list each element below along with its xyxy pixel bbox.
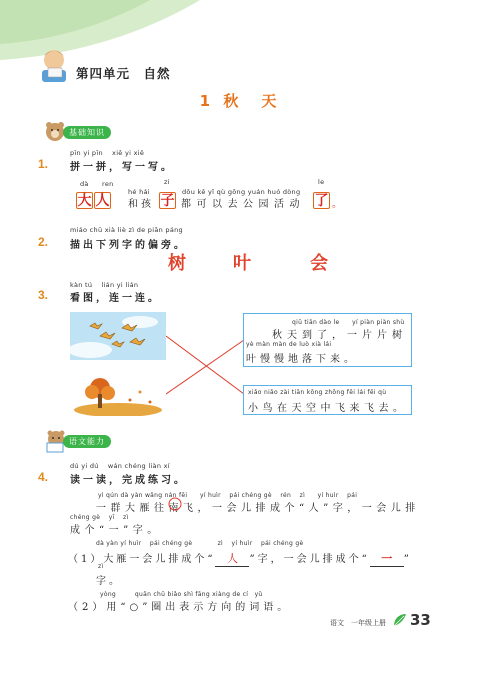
passage-pinyin-2: chéng gè yī zì — [70, 514, 129, 521]
card2-pinyin: xiǎo niǎo zài tiān kōng zhōng fēi lái fēi qù — [248, 389, 387, 396]
q4-title: 读一读，完成练习。 — [70, 475, 187, 486]
q1-pinyin-le: le — [318, 178, 325, 186]
passage-line-1: 一群大雁往南飞，一会儿排成个“人”字，一会儿排 — [96, 503, 420, 514]
card1-text-2: 叶慢慢地落下来。 — [246, 354, 358, 365]
q1-pinyin-ren: ren — [102, 180, 114, 188]
q1-pinyin: pīn yi pīn xiě yi xiě — [70, 149, 145, 157]
q1-char-3: 子 — [160, 193, 175, 209]
unit-title: 第四单元 自然 — [76, 66, 171, 81]
sub1-answer-1: 人 — [215, 550, 249, 567]
q1-char-1: 大 — [77, 193, 92, 209]
sub1-text-b: ”字，一会儿排成个“ — [249, 554, 370, 565]
connect-lines — [166, 330, 246, 400]
q1-box-2 — [94, 192, 111, 209]
sub1-pinyin: dà yàn yí huìr pái chéng gè zì yí huìr pái chéng gè — [96, 540, 304, 547]
q4-pinyin: dú yi dú wán chéng liàn xí — [70, 462, 170, 470]
leaf-icon — [392, 612, 408, 628]
sub1-answer-2: 一 — [370, 550, 404, 567]
q1-pinyin-line: dōu kě yǐ qù gōng yuán huó dòng — [182, 188, 301, 196]
q1-text-body: 都可以去公园活动 — [181, 199, 305, 210]
sentence-card-1 — [243, 313, 412, 367]
q1-char-2: 人 — [95, 193, 110, 209]
card1-text-1: 秋天到了，一片片树 — [272, 330, 407, 341]
section-badge-ability: 语文能力 — [63, 435, 111, 448]
q1-period: 。 — [332, 199, 345, 210]
sub2-line: （2）用“○”圈出表示方向的词语。 — [68, 602, 292, 613]
sentence-card-2 — [243, 385, 412, 415]
sub1-text-a: （1）大雁一会儿排成个“ — [68, 554, 216, 565]
q1-box-4 — [313, 192, 330, 209]
q1-box-1 — [76, 192, 93, 209]
q1-pinyin-zi: zi — [164, 178, 170, 186]
q1-box-3 — [159, 192, 176, 209]
lesson-title: 1 秋 天 — [199, 92, 281, 110]
q2-title: 描出下列字的偏旁。 — [70, 240, 187, 251]
q1-char-4: 了 — [314, 193, 329, 209]
footer-subject: 语文 一年级上册 — [330, 619, 386, 627]
card1-pinyin-1: qiū tiān dào le yí piàn piàn shù — [292, 319, 405, 326]
q1-pinyin-da: dà — [80, 180, 89, 188]
q1-text-hehai: 和孩 — [128, 199, 154, 210]
sub1-text-c: ” — [403, 554, 412, 565]
birds-picture — [70, 312, 166, 360]
card1-pinyin-2: yè màn màn de luò xià lái — [246, 341, 332, 348]
q1-pinyin-hehai: hé hái — [128, 188, 150, 196]
student-mascot-icon — [34, 46, 74, 84]
sub1-pinyin-2: zì — [98, 563, 104, 570]
q2-number: 2. — [38, 235, 49, 249]
q3-number: 3. — [38, 288, 49, 302]
passage-line-2: 成个“一”字。 — [70, 525, 162, 536]
q2-char-ye: 叶 — [233, 253, 251, 274]
q2-char-hui: 会 — [310, 253, 328, 274]
q3-pinyin: kàn tú lián yi lián — [70, 281, 139, 289]
q3-title: 看图，连一连。 — [70, 293, 161, 304]
q2-pinyin: miáo chū xià liè zì de piān páng — [70, 226, 183, 234]
sub2-pinyin: yòng quān chū biǎo shì fāng xiàng de cí yǔ — [100, 591, 263, 598]
section-badge-basics: 基础知识 — [63, 126, 111, 139]
q1-number: 1. — [38, 157, 49, 171]
sub1-line — [68, 547, 412, 567]
passage-pinyin-1: yì qún dà yàn wǎng nán fēi yí huìr pái chéng gè rén zì yí huìr pái — [98, 492, 358, 499]
q1-title: 拼一拼，写一写。 — [70, 162, 174, 173]
south-circle-mark — [168, 497, 182, 511]
sub1-line-2: 字。 — [96, 576, 122, 587]
q2-char-shu: 树 — [168, 253, 186, 274]
leaf-decoration — [0, 0, 200, 70]
autumn-tree-picture — [70, 372, 166, 416]
page-number: 33 — [410, 611, 431, 629]
q4-number: 4. — [38, 470, 49, 484]
card2-text: 小鸟在天空中飞来飞去。 — [248, 403, 408, 414]
